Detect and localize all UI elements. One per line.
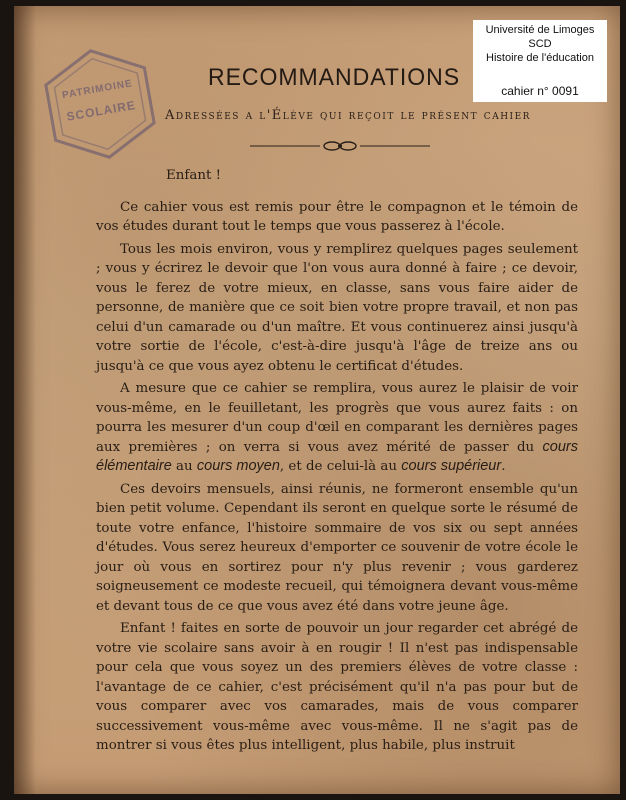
label-collection: Histoire de l'éducation xyxy=(486,52,594,64)
archive-label xyxy=(473,20,607,102)
paragraph-5: Enfant ! faites en sorte de pouvoir un jour regarder cet abrégé de votre vie scolaire sans avoir à en rougir ! Il n'est pas indispensable pour cela que vous soyez un des premiers élèves de votre classe : l'avantage de ce cahier, c'est précisément qu'il n'a pas pour but de vous comparer avec vos camarades, mais de vous comparer successivement vous-même avec vous-même. Il ne s'agit pas de montrer si vous êtes plus intelligent, plus habile, plus instruit xyxy=(96,621,578,753)
worn-page-edge xyxy=(14,6,36,794)
course-middle: cours moyen xyxy=(196,458,280,474)
ornament-divider-icon xyxy=(250,139,430,153)
label-item-number: cahier n° 0091 xyxy=(501,84,579,98)
paragraph-2: Tous les mois environ, vous y remplirez quelques pages seulement ; vous y écrirez le devoir que l'on vous aura donné à faire ; ce devoir, vous le ferez de votre mieux, en classe, sans vous faire aider de personne, de manière que ce soit bien votre propre travail, et non pas celui d'un camarade ou d'un maître. Et vous continuerez ainsi jusqu'à votre sortie de l'école, c'est-à-dire jusqu'à l'âge de treize ans ou jusqu'à ce que vous ayez obtenu le certificat d'études. xyxy=(96,241,578,374)
recommendations-text xyxy=(96,166,578,759)
course-elementary: cours élémentaire xyxy=(96,438,578,474)
paragraph-4: Ces devoirs mensuels, ainsi réunis, ne formeront ensemble qu'un bien petit volume. Cependant ils seront en quelque sorte le résumé de toute votre enfance, l'histoire sommaire de vos six ou sept années d'études. Vous serez heureux d'emporter ce souvenir de votre école le jour où vous en sortirez pour n'y plus revenir ; vous garderez soigneusement ce modeste recueil, qui témoignera devant vous-même et devant tous de ce que vous avez été dans votre jeune âge. xyxy=(96,481,578,614)
paragraph-3-part-d: . xyxy=(501,459,506,474)
cover-page xyxy=(14,6,620,794)
page-subtitle: Adressées a l'Élève qui reçoit le présent cahier xyxy=(165,108,531,123)
label-department: SCD xyxy=(528,38,552,50)
page-title: RECOMMANDATIONS xyxy=(207,64,461,91)
paragraph-3-part-a: A mesure que ce cahier se remplira, vous aurez le plaisir de voir vous-même, en le feuilletant, les progrès que vous aurez faits : on pourra les mesurer d'un coup d'œil en comparant les dernières pages aux premières ; on verra si vous avez mérité de passer du xyxy=(96,381,578,455)
course-upper: cours supérieur xyxy=(401,458,502,474)
stamp-line-1: PATRIMOINE xyxy=(61,78,134,102)
paragraph-3-part-b: au xyxy=(171,459,197,474)
paragraph-3-part-c: , et de celui-là au xyxy=(279,459,402,474)
paragraph-3 xyxy=(96,379,578,477)
stamp-line-2: SCOLAIRE xyxy=(65,97,137,124)
label-institution: Université de Limoges xyxy=(485,24,595,36)
greeting: Enfant ! xyxy=(166,168,221,183)
paragraph-1: Ce cahier vous est remis pour être le compagnon et le témoin de vos études durant tout le temps que vous passerez à l'école. xyxy=(96,199,578,234)
library-stamp xyxy=(33,37,167,171)
